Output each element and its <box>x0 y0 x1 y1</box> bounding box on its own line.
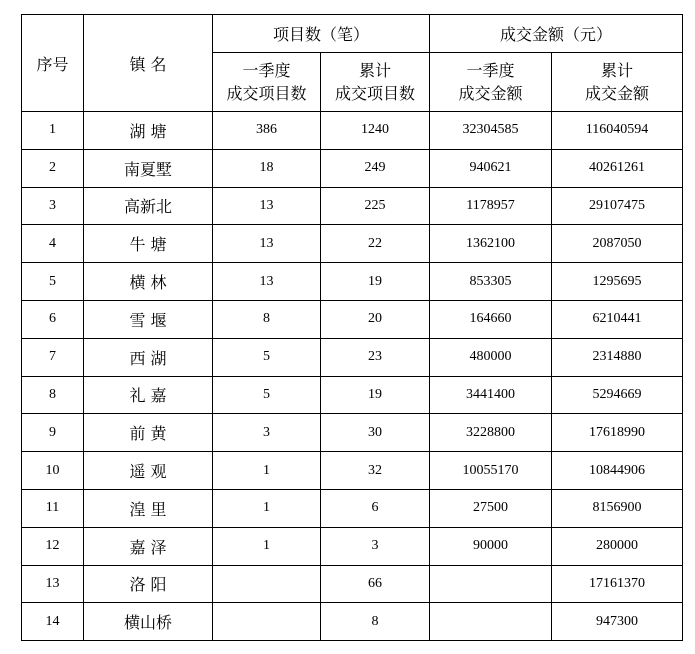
cell-town: 牛 塘 <box>84 225 213 263</box>
cell-total-amount: 17161370 <box>552 565 683 603</box>
header-index: 序号 <box>22 15 84 112</box>
header-total-amount-line1: 累计 <box>601 61 634 80</box>
cell-town: 南夏墅 <box>84 149 213 187</box>
cell-town: 横山桥 <box>84 603 213 641</box>
cell-index: 12 <box>22 527 84 565</box>
cell-index: 7 <box>22 338 84 376</box>
cell-town: 湖 塘 <box>84 112 213 150</box>
cell-total-projects: 1240 <box>321 112 430 150</box>
cell-town: 高新北 <box>84 187 213 225</box>
cell-total-projects: 66 <box>321 565 430 603</box>
cell-total-amount: 280000 <box>552 527 683 565</box>
cell-total-projects: 6 <box>321 489 430 527</box>
cell-index: 10 <box>22 452 84 490</box>
cell-q1-projects: 1 <box>213 489 321 527</box>
cell-total-amount: 6210441 <box>552 300 683 338</box>
cell-index: 2 <box>22 149 84 187</box>
cell-total-projects: 19 <box>321 376 430 414</box>
header-q1-projects-line1: 一季度 <box>242 61 291 80</box>
header-row-1 <box>22 15 683 53</box>
cell-total-amount: 40261261 <box>552 149 683 187</box>
cell-q1-projects: 5 <box>213 338 321 376</box>
cell-q1-projects <box>213 565 321 603</box>
table-row <box>22 263 683 301</box>
header-total-amount <box>552 53 683 112</box>
header-total-projects <box>321 53 430 112</box>
cell-total-amount: 10844906 <box>552 452 683 490</box>
table-row <box>22 149 683 187</box>
cell-total-amount: 1295695 <box>552 263 683 301</box>
cell-town: 礼 嘉 <box>84 376 213 414</box>
cell-q1-amount: 1362100 <box>430 225 552 263</box>
table-row <box>22 414 683 452</box>
table-row <box>22 452 683 490</box>
cell-q1-projects: 1 <box>213 527 321 565</box>
cell-town: 湟 里 <box>84 489 213 527</box>
header-q1-projects <box>213 53 321 112</box>
cell-index: 9 <box>22 414 84 452</box>
cell-total-amount: 5294669 <box>552 376 683 414</box>
cell-town: 洛 阳 <box>84 565 213 603</box>
cell-total-amount: 947300 <box>552 603 683 641</box>
table-row <box>22 565 683 603</box>
cell-town: 嘉 泽 <box>84 527 213 565</box>
cell-q1-amount: 32304585 <box>430 112 552 150</box>
header-town: 镇 名 <box>84 15 213 112</box>
cell-town: 雪 堰 <box>84 300 213 338</box>
cell-q1-amount: 853305 <box>430 263 552 301</box>
table-row <box>22 187 683 225</box>
cell-q1-projects: 8 <box>213 300 321 338</box>
header-q1-amount-line2: 成交金额 <box>458 84 523 103</box>
cell-town: 遥 观 <box>84 452 213 490</box>
cell-q1-amount: 1178957 <box>430 187 552 225</box>
cell-total-amount: 17618990 <box>552 414 683 452</box>
table-body <box>22 112 683 641</box>
cell-q1-projects <box>213 603 321 641</box>
cell-town: 西 湖 <box>84 338 213 376</box>
cell-q1-amount: 3441400 <box>430 376 552 414</box>
cell-index: 8 <box>22 376 84 414</box>
cell-q1-amount: 3228800 <box>430 414 552 452</box>
cell-q1-projects: 13 <box>213 225 321 263</box>
cell-q1-projects: 13 <box>213 187 321 225</box>
cell-q1-amount <box>430 603 552 641</box>
cell-town: 前 黄 <box>84 414 213 452</box>
cell-q1-projects: 1 <box>213 452 321 490</box>
table-row <box>22 603 683 641</box>
table-row <box>22 112 683 150</box>
cell-index: 13 <box>22 565 84 603</box>
table-row <box>22 300 683 338</box>
header-total-amount-line2: 成交金额 <box>585 84 650 103</box>
cell-q1-projects: 18 <box>213 149 321 187</box>
table-row <box>22 225 683 263</box>
cell-total-projects: 19 <box>321 263 430 301</box>
header-projects-group: 项目数（笔） <box>213 15 430 53</box>
cell-total-projects: 32 <box>321 452 430 490</box>
cell-total-projects: 249 <box>321 149 430 187</box>
table-row <box>22 338 683 376</box>
table-row <box>22 376 683 414</box>
transactions-table <box>21 14 683 641</box>
cell-index: 6 <box>22 300 84 338</box>
cell-q1-projects: 386 <box>213 112 321 150</box>
cell-total-amount: 2314880 <box>552 338 683 376</box>
cell-total-amount: 8156900 <box>552 489 683 527</box>
table-row <box>22 527 683 565</box>
cell-q1-projects: 5 <box>213 376 321 414</box>
cell-total-projects: 8 <box>321 603 430 641</box>
cell-total-projects: 22 <box>321 225 430 263</box>
cell-index: 1 <box>22 112 84 150</box>
header-q1-amount-line1: 一季度 <box>466 61 515 80</box>
cell-q1-amount: 10055170 <box>430 452 552 490</box>
cell-q1-amount: 940621 <box>430 149 552 187</box>
cell-q1-projects: 13 <box>213 263 321 301</box>
cell-q1-amount: 164660 <box>430 300 552 338</box>
cell-total-projects: 20 <box>321 300 430 338</box>
header-amount-group: 成交金额（元） <box>430 15 683 53</box>
cell-index: 3 <box>22 187 84 225</box>
cell-total-amount: 2087050 <box>552 225 683 263</box>
cell-index: 14 <box>22 603 84 641</box>
cell-q1-amount: 27500 <box>430 489 552 527</box>
cell-total-projects: 225 <box>321 187 430 225</box>
cell-total-amount: 116040594 <box>552 112 683 150</box>
table-row <box>22 489 683 527</box>
header-total-projects-line1: 累计 <box>359 61 392 80</box>
cell-q1-projects: 3 <box>213 414 321 452</box>
cell-q1-amount: 480000 <box>430 338 552 376</box>
cell-total-projects: 3 <box>321 527 430 565</box>
cell-q1-amount <box>430 565 552 603</box>
cell-index: 4 <box>22 225 84 263</box>
cell-town: 横 林 <box>84 263 213 301</box>
header-total-projects-line2: 成交项目数 <box>335 84 416 103</box>
cell-q1-amount: 90000 <box>430 527 552 565</box>
cell-total-amount: 29107475 <box>552 187 683 225</box>
cell-total-projects: 30 <box>321 414 430 452</box>
cell-total-projects: 23 <box>321 338 430 376</box>
cell-index: 5 <box>22 263 84 301</box>
header-q1-projects-line2: 成交项目数 <box>226 84 307 103</box>
cell-index: 11 <box>22 489 84 527</box>
header-q1-amount <box>430 53 552 112</box>
